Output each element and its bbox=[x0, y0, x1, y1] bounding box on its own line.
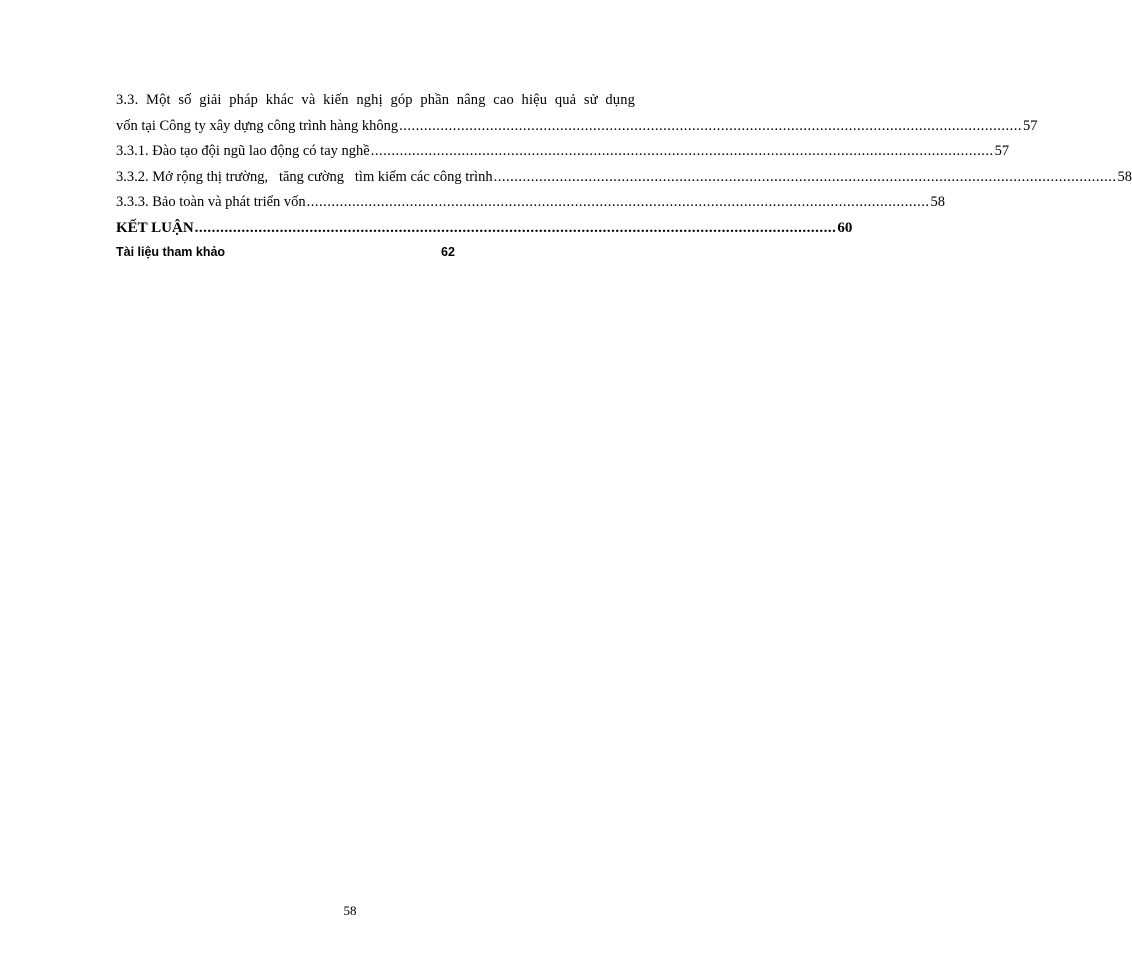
toc-entry-label: KẾT LUẬN bbox=[116, 219, 194, 236]
table-of-contents bbox=[116, 88, 1132, 262]
toc-entry-label: 3.3.1. Đào tạo đội ngũ lao động có tay nghề bbox=[116, 143, 370, 159]
toc-entry-label: 3.3.2. Mở rộng thị trường, tăng cường tìm kiếm các công trình bbox=[116, 168, 493, 185]
toc-leader-dots: ....................................................................................................................................................... bbox=[194, 219, 837, 236]
toc-leader-dots: ....................................................................................................................................................... bbox=[306, 194, 930, 210]
toc-entry-label: 3.3.3. Bảo toàn và phát triển vốn bbox=[116, 194, 306, 210]
toc-entry-page: 57 bbox=[994, 143, 1010, 159]
page-number: 58 bbox=[343, 903, 357, 918]
toc-entry-3-3-2 bbox=[116, 165, 1132, 191]
toc-entry-page: 58 bbox=[1117, 168, 1132, 185]
references-page: 62 bbox=[441, 245, 455, 259]
toc-entry-page: 57 bbox=[1023, 117, 1038, 134]
references-label: Tài liệu tham khảo bbox=[116, 245, 226, 259]
toc-leader-dots: ....................................................................................................................................................... bbox=[493, 168, 1117, 185]
toc-entry-ket-luan bbox=[116, 216, 853, 242]
toc-entry-3-3-3 bbox=[116, 190, 946, 216]
toc-entry-page: 58 bbox=[930, 194, 946, 210]
toc-entry-references bbox=[116, 242, 635, 262]
toc-entry-3-3-line1: 3.3. Một số giải pháp khác và kiến nghị góp phần nâng cao hiệu quả sử dụng bbox=[116, 92, 635, 108]
toc-leader-dots: ....................................................................................................................................................... bbox=[370, 143, 994, 159]
toc-entry-page: 60 bbox=[837, 219, 853, 236]
toc-entry-3-3 bbox=[116, 114, 1038, 140]
toc-entry-label: vốn tại Công ty xây dựng công trình hàng không bbox=[116, 117, 399, 134]
toc-entry-3-3-1 bbox=[116, 139, 1010, 165]
toc-leader-dots: ....................................................................................................................................................... bbox=[399, 117, 1022, 134]
